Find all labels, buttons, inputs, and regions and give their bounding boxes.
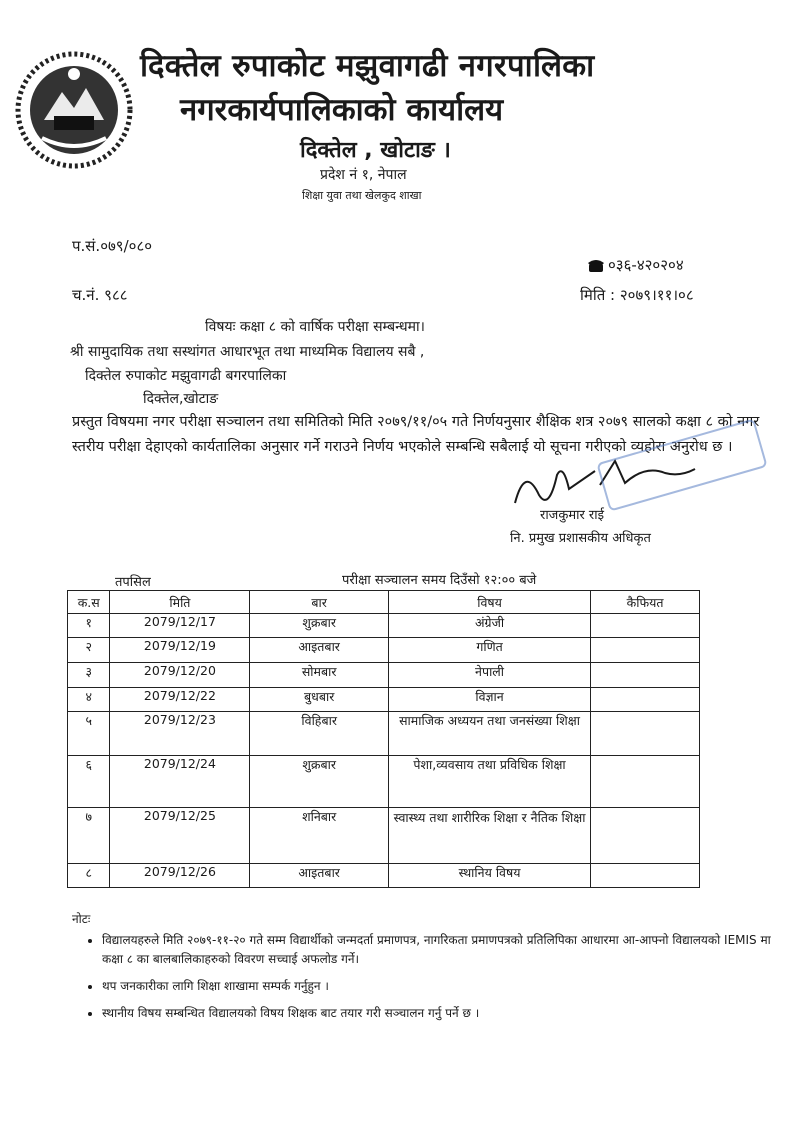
row-date: 2079/12/26 (110, 864, 250, 888)
note-item: • स्थानीय विषय सम्बन्धित विद्यालयको विषय शिक्षक बाट तयार गरी सञ्चालन गर्नु पर्ने छ । (102, 1004, 772, 1023)
row-remark (591, 638, 700, 663)
table-row (68, 756, 700, 808)
table-row (68, 663, 700, 688)
header-municipality-name: दिक्तेल रुपाकोट मझुवागढी नगरपालिका (140, 48, 595, 84)
row-subject: स्वास्थ्य तथा शारीरिक शिक्षा र नैतिक शिक्षा (388, 808, 590, 864)
row-sn: ८ (68, 864, 110, 888)
row-day: बुधबार (250, 688, 389, 712)
header-address: दिक्तेल , खोटाङ । (300, 138, 451, 163)
row-subject: अंग्रेजी (388, 614, 590, 638)
table-row (68, 808, 700, 864)
row-remark (591, 864, 700, 888)
municipality-emblem-icon (14, 50, 134, 170)
row-day: आइतबार (250, 638, 389, 663)
header-section: शिक्षा युवा तथा खेलकुद शाखा (302, 189, 422, 202)
table-row (68, 712, 700, 756)
dispatch-number: च.नं. ९८८ (72, 286, 128, 304)
row-day: आइतबार (250, 864, 389, 888)
letter-date: मिति : २०७९।११।०८ (580, 286, 694, 304)
reference-number: प.सं.०७९/०८० (72, 237, 153, 255)
recipient-line-1: श्री सामुदायिक तथा सस्थांगत आधारभूत तथा माध्यमिक विद्यालय सबै , (70, 344, 425, 360)
row-day: विहिबार (250, 712, 389, 756)
row-remark (591, 756, 700, 808)
note-item: • विद्यालयहरुले मिति २०७९-११-२० गते सम्म विद्यार्थीको जन्मदर्ता प्रमाणपत्र, नागरिकता प्रमाणपत्रको प्रतिलिपिका आधारमा आ-आफ्नो विद्यालयको IEMIS मा कक्षा ८ का बालबालिकाहरुको विवरण सच्चाई अफलोड गर्ने। (102, 931, 772, 969)
row-sn: ७ (68, 808, 110, 864)
table-row (68, 864, 700, 888)
row-subject: विज्ञान (388, 688, 590, 712)
row-date: 2079/12/23 (110, 712, 250, 756)
row-day: शनिबार (250, 808, 389, 864)
row-sn: ३ (68, 663, 110, 688)
letter-body: प्रस्तुत विषयमा नगर परीक्षा सञ्चालन तथा समितिको मिति २०७९/११/०५ गते निर्णयनुसार शैक्षिक शत्र २०७९ सालको कक्षा ८ को नगर स्तरीय परीक्षा देहाएको कार्यतालिका अनुसार गर्ने गराउने निर्णय भएकोले सम्बन्धि सबैलाई यो सूचना गरीएको व्यहोरा अनुरोध छ । (72, 414, 760, 455)
table-row (68, 638, 700, 663)
notes-section (72, 910, 772, 1031)
row-date: 2079/12/22 (110, 688, 250, 712)
row-sn: ४ (68, 688, 110, 712)
row-date: 2079/12/19 (110, 638, 250, 663)
row-remark (591, 712, 700, 756)
table-row (68, 614, 700, 638)
row-day: शुक्रबार (250, 756, 389, 808)
row-sn: ५ (68, 712, 110, 756)
notes-label: नोटः (72, 912, 91, 926)
header-office-name: नगरकार्यपालिकाको कार्यालय (180, 92, 504, 128)
phone-number: ०३६-४२०२०४ (608, 256, 684, 274)
table-row (68, 688, 700, 712)
row-subject: गणित (388, 638, 590, 663)
schedule-label: तपसिल (115, 575, 151, 590)
row-day: सोमबार (250, 663, 389, 688)
header-province: प्रदेश नं १, नेपाल (320, 167, 407, 183)
row-sn: १ (68, 614, 110, 638)
signatory-title: नि. प्रमुख प्रशासकीय अधिकृत (510, 531, 651, 546)
column-header-sn: क.स (68, 591, 110, 614)
recipient-line-3: दिक्तेल,खोटाङ (143, 391, 219, 407)
exam-schedule-table (67, 590, 700, 888)
note-item: • थप जनकारीका लागि शिक्षा शाखामा सम्पर्क गर्नुहुन । (102, 977, 772, 996)
row-date: 2079/12/24 (110, 756, 250, 808)
row-remark (591, 808, 700, 864)
column-header-remarks: कैफियत (591, 591, 700, 614)
signatory-name: राजकुमार राई (540, 508, 604, 523)
column-header-date: मिति (110, 591, 250, 614)
row-sn: ६ (68, 756, 110, 808)
letter-subject: विषयः कक्षा ८ को वार्षिक परीक्षा सम्बन्धमा। (205, 319, 425, 335)
phone-line (588, 255, 684, 275)
telephone-icon (588, 259, 604, 272)
recipient-line-2: दिक्तेल रुपाकोट मझुवागढी बगरपालिका (85, 368, 287, 384)
row-subject: सामाजिक अध्ययन तथा जनसंख्या शिक्षा (388, 712, 590, 756)
row-date: 2079/12/20 (110, 663, 250, 688)
row-date: 2079/12/25 (110, 808, 250, 864)
column-header-subject: विषय (388, 591, 590, 614)
row-remark (591, 663, 700, 688)
table-header-row (68, 591, 700, 614)
row-date: 2079/12/17 (110, 614, 250, 638)
row-subject: पेशा,व्यवसाय तथा प्रविधिक शिक्षा (388, 756, 590, 808)
row-subject: स्थानिय विषय (388, 864, 590, 888)
row-subject: नेपाली (388, 663, 590, 688)
row-remark (591, 614, 700, 638)
column-header-day: बार (250, 591, 389, 614)
row-remark (591, 688, 700, 712)
exam-time-note: परीक्षा सञ्चालन समय दिउँसो १२:०० बजे (342, 573, 537, 588)
row-sn: २ (68, 638, 110, 663)
row-day: शुक्रबार (250, 614, 389, 638)
